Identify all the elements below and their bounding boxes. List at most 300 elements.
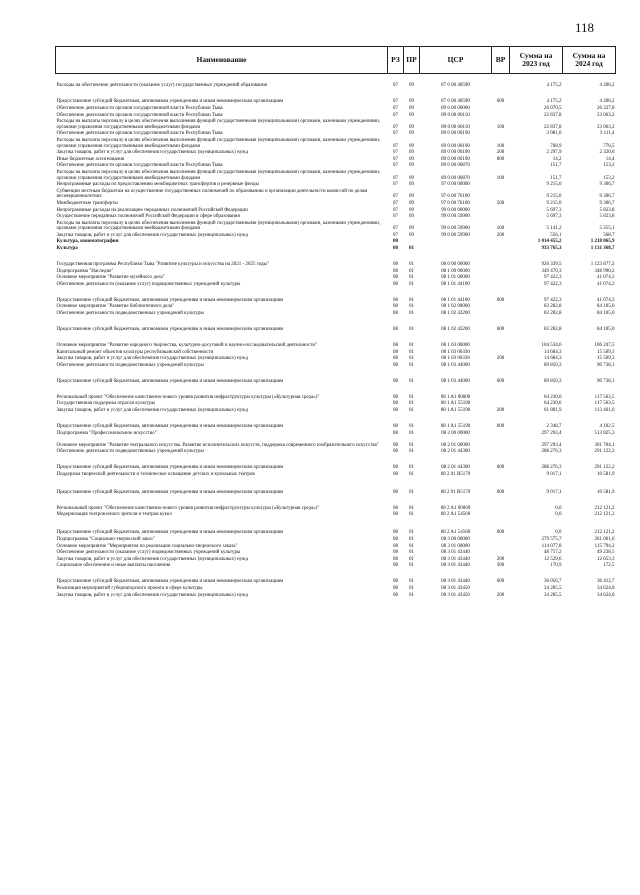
header-csr: ЦСР bbox=[420, 47, 492, 74]
cell-csr: 08 2 01 R5170 bbox=[440, 489, 471, 495]
cell-sum-2023: 34 285,5 bbox=[544, 592, 562, 598]
cell-csr: 89 0 00 00870 bbox=[441, 163, 470, 169]
cell-pr: 01 bbox=[409, 579, 414, 585]
cell-sum-2024: 10 581,9 bbox=[597, 489, 615, 495]
cell-rz: 08 bbox=[393, 530, 398, 536]
cell-pr: 09 bbox=[409, 200, 414, 206]
cell-pr: 09 bbox=[409, 106, 414, 111]
cell-name: Обеспечение деятельности (оказание услуг) подведомственных учреждений культуры bbox=[56, 281, 241, 287]
cell-sum-2023: 64 230,6 bbox=[544, 401, 562, 407]
cell-rz: 08 bbox=[393, 489, 398, 495]
cell-name: Основное мероприятие "Развитие народного творчества, культурно-досуговой и научно-исследовательской деятельности" bbox=[56, 343, 318, 349]
cell-sum-2023: 151,7 bbox=[550, 175, 562, 181]
cell-sum-2023: 14 684,3 bbox=[544, 356, 562, 362]
cell-name: Реализация мероприятий губернаторского проекта в сфере культуры bbox=[56, 585, 203, 591]
cell-csr: 99 0 00 59900 bbox=[441, 214, 470, 220]
cell-rz: 08 bbox=[393, 304, 398, 310]
cell-vr bbox=[492, 543, 510, 550]
cell-name: Обеспечение деятельности органов государственной власти Республики Тыва bbox=[56, 131, 223, 137]
cell-csr: 08 3 01 43440 bbox=[441, 563, 470, 569]
cell-name: Обеспечение деятельности органов государственной власти Республики Тыва bbox=[56, 112, 223, 118]
cell-pr: 01 bbox=[409, 408, 414, 413]
cell-pr: 09 bbox=[409, 124, 414, 130]
cell-rz: 07 bbox=[393, 226, 398, 232]
cell-sum-2024: 291 122,2 bbox=[594, 465, 615, 471]
cell-csr: 89 0 00 00190 bbox=[441, 150, 470, 156]
cell-name: Обеспечение деятельности (оказание услуг) подведомственных учреждений культуры bbox=[56, 550, 241, 556]
cell-rz: 08 bbox=[393, 550, 398, 556]
cell-csr: 08 3 01 43450 bbox=[441, 585, 470, 591]
header-name: Наименование bbox=[56, 47, 388, 74]
cell-sum-2023: 5 697,3 bbox=[546, 207, 562, 213]
table-row bbox=[56, 106, 616, 113]
cell-rz: 08 bbox=[393, 327, 398, 333]
cell-name: Непрограммные расходы на реализацию переданных полномочий Российской Федерации bbox=[56, 207, 248, 213]
cell-csr: 97 0 00 76100 bbox=[441, 200, 470, 206]
cell-rz: 08 bbox=[393, 449, 398, 455]
cell-rz: 07 bbox=[393, 232, 398, 238]
cell-vr bbox=[492, 268, 510, 275]
cell-name: Обеспечение деятельности органов государственной власти Республики Тыва bbox=[56, 106, 223, 111]
cell-rz: 08 bbox=[393, 543, 398, 549]
cell-sum-2024: 153,2 bbox=[603, 175, 615, 181]
cell-vr bbox=[492, 550, 510, 557]
cell-sum-2024: 348 990,2 bbox=[594, 268, 615, 274]
cell-vr bbox=[492, 496, 510, 512]
cell-vr bbox=[492, 106, 510, 113]
cell-pr: 01 bbox=[409, 465, 414, 471]
cell-sum-2024: 301 704,1 bbox=[594, 442, 615, 448]
cell-name: Расходы на выплаты персоналу в целях обеспечения выполнения функций государственными (муниципальными) органами, казенными учреждениями, органами управления государственными внебюджетными фондами bbox=[56, 137, 381, 149]
cell-rz: 08 bbox=[393, 394, 398, 400]
cell-csr bbox=[420, 239, 492, 246]
cell-name: Предоставление субсидий бюджетным, автономным учреждениям и иным некоммерческим организациям bbox=[56, 297, 284, 303]
cell-vr bbox=[492, 131, 510, 138]
cell-vr bbox=[492, 430, 510, 437]
cell-sum-2024: 5 823,8 bbox=[599, 207, 615, 213]
cell-pr: 01 bbox=[409, 512, 414, 518]
cell-rz: 08 bbox=[393, 536, 398, 542]
cell-csr: 08 1 A1 55190 bbox=[440, 424, 471, 429]
cell-rz: 08 bbox=[393, 512, 398, 518]
table-row bbox=[56, 304, 616, 311]
cell-vr bbox=[492, 512, 510, 519]
cell-name: Непрограммные расходы по предоставлению межбюджетных трансфертов и резервные фонды bbox=[56, 182, 259, 188]
cell-vr bbox=[492, 437, 510, 449]
cell-sum-2024: 261 061,6 bbox=[594, 536, 615, 542]
cell-vr bbox=[492, 188, 510, 200]
cell-name: Субвенции местным бюджетам на осуществление государственных полномочий по образованию и организации деятельности комиссий по делам несовершеннолетних bbox=[56, 188, 368, 200]
cell-rz: 08 bbox=[393, 356, 398, 362]
cell-sum-2024: 10 581,9 bbox=[597, 471, 615, 477]
cell-vr: 600 bbox=[496, 297, 505, 303]
cell-csr: 08 2 01 44300 bbox=[441, 449, 470, 455]
table-row bbox=[56, 137, 616, 149]
cell-pr: 09 bbox=[409, 207, 414, 213]
cell-pr: 01 bbox=[409, 304, 414, 310]
cell-sum-2023: 14 684,3 bbox=[544, 349, 562, 355]
cell-sum-2024: 513 825,3 bbox=[594, 430, 615, 436]
cell-pr: 09 bbox=[409, 83, 414, 89]
cell-csr: 89 0 00 00190 bbox=[441, 143, 470, 149]
cell-rz: 08 bbox=[393, 378, 398, 384]
cell-csr: 08 1 03 00330 bbox=[441, 356, 470, 362]
cell-rz: 08 bbox=[393, 246, 398, 252]
cell-rz: 08 bbox=[393, 505, 398, 511]
cell-name: Модернизация театров юного зрителя и театров кукол bbox=[56, 512, 172, 518]
cell-sum-2024: 212 121,2 bbox=[594, 505, 615, 511]
cell-pr: 01 bbox=[409, 356, 414, 362]
cell-pr: 01 bbox=[409, 343, 414, 349]
cell-pr: 01 bbox=[409, 543, 414, 549]
table-row bbox=[56, 333, 616, 349]
table-row bbox=[56, 252, 616, 268]
cell-pr: 01 bbox=[409, 401, 414, 407]
table-row bbox=[56, 430, 616, 437]
cell-rz: 08 bbox=[393, 239, 398, 245]
cell-vr: 600 bbox=[496, 530, 505, 536]
cell-sum-2024: 84 105,0 bbox=[597, 304, 615, 310]
cell-pr: 09 bbox=[409, 150, 414, 156]
cell-sum-2023: 97 422,3 bbox=[544, 281, 562, 287]
cell-pr: 01 bbox=[409, 449, 414, 455]
cell-rz: 07 bbox=[393, 175, 398, 181]
cell-sum-2024: 23 063,2 bbox=[597, 112, 615, 118]
cell-name: Основное мероприятие "Развитие музейного дела" bbox=[56, 275, 165, 281]
cell-rz: 07 bbox=[393, 163, 398, 169]
cell-pr: 09 bbox=[409, 226, 414, 232]
cell-pr: 09 bbox=[409, 131, 414, 137]
cell-pr: 01 bbox=[409, 362, 414, 368]
cell-vr bbox=[492, 275, 510, 282]
cell-name: Предоставление субсидий бюджетным, автономным учреждениям и иным некоммерческим организациям bbox=[56, 489, 284, 495]
table-body bbox=[56, 74, 616, 599]
cell-csr: 97 0 00 76100 bbox=[441, 194, 470, 200]
cell-vr: 600 bbox=[496, 489, 505, 495]
cell-vr bbox=[492, 349, 510, 356]
cell-vr bbox=[492, 281, 510, 288]
cell-name: Закупка товаров, работ и услуг для обеспечения государственных (муниципальных) нужд bbox=[56, 556, 249, 562]
cell-sum-2023: 933 765,3 bbox=[541, 246, 562, 252]
cell-rz: 08 bbox=[393, 430, 398, 436]
cell-sum-2023: 151,7 bbox=[550, 163, 562, 169]
cell-sum-2024: 14,4 bbox=[605, 156, 615, 162]
cell-pr: 01 bbox=[409, 268, 414, 274]
cell-pr bbox=[404, 239, 420, 246]
cell-name: Основное мероприятие "Развитие театрального искусства. Развитие исполнительских искусств, поддержка современного изобразительного искусства" bbox=[56, 442, 379, 448]
cell-pr: 01 bbox=[409, 563, 414, 569]
cell-sum-2024: 776,5 bbox=[603, 143, 615, 149]
cell-vr: 600 bbox=[496, 327, 505, 333]
cell-name: Капитальный ремонт объектов культуры республиканской собственности bbox=[56, 349, 214, 355]
cell-sum-2024: 117 563,5 bbox=[594, 394, 615, 400]
cell-sum-2023: 4 175,2 bbox=[546, 99, 562, 105]
cell-name: Закупка товаров, работ и услуг для обеспечения государственных (муниципальных) нужд bbox=[56, 356, 249, 362]
table-row bbox=[56, 512, 616, 519]
cell-name: Предоставление субсидий бюджетным, автономным учреждениям и иным некоммерческим организациям bbox=[56, 424, 284, 429]
cell-csr: 89 0 00 00870 bbox=[441, 175, 470, 181]
cell-sum-2024: 9 306,7 bbox=[599, 194, 615, 200]
table-row bbox=[56, 362, 616, 369]
cell-sum-2023: 97 422,3 bbox=[544, 297, 562, 303]
table-row bbox=[56, 119, 616, 131]
cell-vr: 600 bbox=[496, 99, 505, 105]
cell-sum-2023: 297 293,4 bbox=[541, 442, 562, 448]
cell-csr: 08 1 A1 00000 bbox=[440, 394, 471, 400]
cell-sum-2024: 4 206,2 bbox=[599, 83, 615, 89]
budget-table bbox=[55, 46, 616, 599]
cell-sum-2023: 5 141,2 bbox=[546, 226, 562, 232]
cell-sum-2024: 117 563,5 bbox=[594, 401, 615, 407]
cell-pr: 01 bbox=[409, 556, 414, 562]
cell-name: Поддержка творческой деятельности и техническое оснащение детских и кукольных театров bbox=[56, 471, 255, 477]
cell-vr bbox=[492, 449, 510, 456]
table-row bbox=[56, 496, 616, 512]
cell-vr: 500 bbox=[496, 200, 505, 206]
cell-rz: 08 bbox=[393, 471, 398, 477]
cell-csr: 99 0 00 59900 bbox=[441, 232, 470, 238]
cell-pr: 09 bbox=[409, 99, 414, 105]
cell-sum-2023: 1 014 455,2 bbox=[537, 239, 562, 245]
cell-vr bbox=[492, 304, 510, 311]
cell-name: Предоставление субсидий бюджетным, автономным учреждениям и иным некоммерческим организациям bbox=[56, 99, 284, 105]
cell-csr: 08 1 A1 55190 bbox=[440, 401, 471, 407]
cell-sum-2023: 12 529,6 bbox=[544, 556, 562, 562]
cell-sum-2024: 49 238,5 bbox=[597, 550, 615, 556]
cell-sum-2023: 64 230,6 bbox=[544, 394, 562, 400]
cell-vr bbox=[492, 214, 510, 221]
cell-csr: 87 0 00 40590 bbox=[441, 99, 470, 105]
cell-pr: 01 bbox=[409, 530, 414, 536]
cell-sum-2024: 84 105,0 bbox=[597, 327, 615, 333]
cell-sum-2023: 0,0 bbox=[555, 530, 562, 536]
table-row bbox=[56, 478, 616, 496]
cell-rz: 08 bbox=[393, 563, 398, 569]
cell-sum-2023: 89 850,3 bbox=[544, 378, 562, 384]
table-row bbox=[56, 518, 616, 536]
table-row bbox=[56, 550, 616, 557]
cell-vr: 200 bbox=[496, 150, 505, 156]
cell-sum-2024: 9 306,7 bbox=[599, 182, 615, 188]
cell-pr: 01 bbox=[409, 327, 414, 333]
cell-vr bbox=[492, 362, 510, 369]
table-row bbox=[56, 214, 616, 221]
cell-rz: 07 bbox=[393, 124, 398, 130]
cell-vr: 600 bbox=[496, 378, 505, 384]
table-row bbox=[56, 90, 616, 106]
cell-sum-2024: 9 306,7 bbox=[599, 200, 615, 206]
cell-pr: 01 bbox=[409, 275, 414, 281]
table-row bbox=[56, 543, 616, 550]
cell-vr: 100 bbox=[496, 143, 505, 149]
cell-csr: 08 2 01 R5170 bbox=[440, 471, 471, 477]
cell-sum-2023: 288 276,3 bbox=[541, 465, 562, 471]
cell-vr: 200 bbox=[496, 592, 505, 598]
cell-pr: 01 bbox=[409, 442, 414, 448]
cell-csr: 89 0 00 00110 bbox=[441, 112, 470, 118]
cell-vr bbox=[492, 74, 510, 90]
cell-vr: 600 bbox=[496, 465, 505, 471]
cell-sum-2024: 90 738,1 bbox=[597, 378, 615, 384]
cell-name: Расходы на выплаты персоналу в целях обеспечения выполнения функций государственными (муниципальными) органами, казенными учреждениями, органами управления государственными внебюджетными фондами bbox=[56, 169, 381, 181]
cell-vr bbox=[492, 112, 510, 119]
cell-name: Расходы на выплаты персоналу в целях обеспечения выполнения функций государственными (муниципальными) органами, казенными учреждениями, органами управления государственными внебюджетными фондами bbox=[56, 220, 381, 232]
cell-sum-2024: 1 123 877,2 bbox=[590, 262, 615, 268]
cell-name: Осуществление переданных полномочий Российской Федерации в сфере образования bbox=[56, 214, 240, 220]
cell-csr: 08 0 00 00000 bbox=[441, 262, 470, 268]
table-row bbox=[56, 449, 616, 456]
cell-name: Обеспечение деятельности подведомственных учреждений культуры bbox=[56, 362, 204, 368]
cell-csr: 08 3 01 43440 bbox=[441, 556, 470, 562]
header-pr: ПР bbox=[404, 47, 420, 74]
cell-csr: 08 1 03 44000 bbox=[441, 378, 470, 384]
cell-vr bbox=[492, 385, 510, 401]
cell-csr bbox=[420, 246, 492, 253]
cell-pr: 01 bbox=[409, 378, 414, 384]
cell-vr: 100 bbox=[496, 124, 505, 130]
cell-rz: 08 bbox=[393, 401, 398, 407]
table-row bbox=[56, 369, 616, 385]
cell-sum-2024: 12 653,3 bbox=[597, 556, 615, 562]
cell-csr: 08 1 00 00000 bbox=[441, 268, 470, 274]
cell-sum-2023: 97 422,3 bbox=[544, 275, 562, 281]
cell-vr: 200 bbox=[496, 356, 505, 362]
cell-name: Основное мероприятие "Развитие библиотечного дела" bbox=[56, 304, 175, 310]
cell-pr: 01 bbox=[409, 297, 414, 303]
table-row bbox=[56, 471, 616, 478]
cell-vr bbox=[492, 163, 510, 170]
cell-sum-2024: 568,7 bbox=[603, 232, 615, 238]
cell-sum-2023: 0,0 bbox=[555, 512, 562, 518]
table-row bbox=[56, 268, 616, 275]
table-row bbox=[56, 112, 616, 119]
cell-csr: 08 1 03 44000 bbox=[441, 362, 470, 368]
cell-sum-2023: 5 697,3 bbox=[546, 214, 562, 220]
table-row bbox=[56, 156, 616, 163]
cell-vr: 200 bbox=[496, 232, 505, 238]
table-row bbox=[56, 246, 616, 253]
cell-sum-2023: 4 175,2 bbox=[546, 83, 562, 89]
cell-csr: 08 1 A1 55190 bbox=[440, 408, 471, 413]
cell-sum-2023: 22 837,8 bbox=[544, 124, 562, 130]
cell-sum-2023: 3 081,0 bbox=[546, 131, 562, 137]
cell-sum-2024: 3 111,4 bbox=[599, 131, 615, 137]
cell-name: Расходы на выплаты персоналу в целях обеспечения выполнения функций государственными (муниципальными) органами, казенными учреждениями, органами управления государственными внебюджетными фондами bbox=[56, 119, 381, 130]
cell-csr: 08 1 02 42200 bbox=[441, 327, 470, 333]
cell-csr: 08 3 01 43440 bbox=[441, 579, 470, 585]
header-sum-2024: Сумма на 2024 год bbox=[563, 47, 616, 74]
table-row bbox=[56, 74, 616, 90]
cell-sum-2024: 5 823,8 bbox=[599, 214, 615, 220]
cell-csr: 89 0 00 00110 bbox=[441, 124, 470, 130]
cell-vr bbox=[492, 536, 510, 543]
cell-pr: 01 bbox=[409, 550, 414, 556]
cell-name: Подпрограмма "Профессиональное искусство" bbox=[56, 430, 157, 436]
cell-rz: 07 bbox=[393, 156, 398, 162]
cell-sum-2024: 23 063,2 bbox=[597, 124, 615, 130]
table-row bbox=[56, 169, 616, 181]
cell-pr: 01 bbox=[409, 281, 414, 287]
cell-csr: 08 1 01 44100 bbox=[441, 297, 470, 303]
cell-csr: 08 2 01 00000 bbox=[441, 442, 470, 448]
table-row bbox=[56, 563, 616, 570]
cell-sum-2023: 34 285,5 bbox=[544, 585, 562, 591]
cell-vr: 200 bbox=[496, 408, 505, 413]
header-vr: ВР bbox=[492, 47, 510, 74]
cell-name: Культура, кинематография bbox=[56, 239, 119, 245]
cell-sum-2023: 2 348,7 bbox=[546, 424, 562, 429]
cell-sum-2024: 84 105,0 bbox=[597, 311, 615, 317]
cell-pr: 01 bbox=[409, 471, 414, 477]
cell-name: Закупка товаров, работ и услуг для обеспечения государственных (муниципальных) нужд bbox=[56, 408, 249, 413]
cell-name: Закупка товаров, работ и услуг для обеспечения государственных (муниципальных) нужд bbox=[56, 150, 249, 156]
cell-pr: 01 bbox=[409, 311, 414, 317]
cell-pr: 01 bbox=[409, 585, 414, 591]
cell-name: Расходы на обеспечение деятельности (оказание услуг) государственных учреждений образования bbox=[56, 83, 267, 89]
cell-sum-2024: 1 218 065,9 bbox=[590, 239, 615, 245]
cell-rz: 07 bbox=[393, 194, 398, 200]
cell-vr bbox=[492, 182, 510, 189]
cell-pr: 09 bbox=[409, 112, 414, 118]
cell-sum-2023: 114 077,8 bbox=[541, 543, 562, 549]
cell-sum-2023: 297 293,4 bbox=[541, 430, 562, 436]
cell-pr: 09 bbox=[409, 182, 414, 188]
cell-sum-2023: 83 282,8 bbox=[544, 304, 562, 310]
cell-name: Обеспечение деятельности подведомственных учреждений культуры bbox=[56, 311, 204, 317]
cell-rz: 07 bbox=[393, 112, 398, 118]
table-row bbox=[56, 536, 616, 543]
cell-pr: 09 bbox=[409, 156, 414, 162]
cell-sum-2023: 9 215,0 bbox=[546, 182, 562, 188]
cell-rz: 08 bbox=[393, 592, 398, 598]
cell-vr bbox=[492, 401, 510, 408]
cell-sum-2024: 15 509,3 bbox=[597, 356, 615, 362]
cell-sum-2023: 48 757,2 bbox=[544, 550, 562, 556]
cell-name: Предоставление субсидий бюджетным, автономным учреждениям и иным некоммерческим организациям bbox=[56, 579, 284, 585]
cell-sum-2023: 9 215,0 bbox=[546, 200, 562, 206]
table-row bbox=[56, 220, 616, 232]
cell-sum-2024: 41 074,3 bbox=[597, 281, 615, 287]
cell-sum-2023: 170,9 bbox=[550, 563, 562, 569]
cell-vr bbox=[492, 252, 510, 268]
page-number: 118 bbox=[575, 20, 595, 35]
cell-vr: 100 bbox=[496, 175, 505, 181]
table-row bbox=[56, 182, 616, 189]
cell-csr: 99 0 00 59900 bbox=[441, 226, 470, 232]
cell-sum-2023: 83 282,8 bbox=[544, 311, 562, 317]
cell-rz: 08 bbox=[393, 297, 398, 303]
cell-name: Подпрограмма "Социально-творческий заказ" bbox=[56, 536, 155, 542]
cell-pr: 01 bbox=[409, 349, 414, 355]
cell-csr: 08 3 01 43440 bbox=[441, 550, 470, 556]
cell-pr: 09 bbox=[409, 232, 414, 238]
cell-sum-2024: 153,2 bbox=[603, 163, 615, 169]
table-row bbox=[56, 437, 616, 449]
cell-vr: 200 bbox=[496, 556, 505, 562]
cell-vr: 600 bbox=[496, 579, 505, 585]
cell-sum-2023: 288 276,3 bbox=[541, 449, 562, 455]
cell-rz: 08 bbox=[393, 556, 398, 562]
cell-sum-2023: 556,1 bbox=[550, 232, 562, 238]
cell-vr: 300 bbox=[496, 563, 505, 569]
cell-pr: 09 bbox=[409, 175, 414, 181]
cell-rz: 07 bbox=[393, 182, 398, 188]
header-sum-2023: Сумма на 2023 год bbox=[510, 47, 563, 74]
cell-rz: 08 bbox=[393, 362, 398, 368]
table-row bbox=[56, 585, 616, 592]
table-row bbox=[56, 356, 616, 363]
cell-csr: 08 2 A1 00000 bbox=[440, 505, 471, 511]
